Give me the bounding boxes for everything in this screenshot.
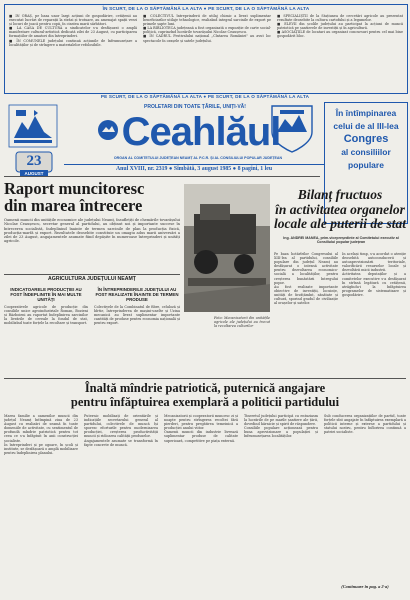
bilant-text-2: În același timp, s-a acordat o atenție deosebită autoconducerii și autoaprovizionării teritoriale, valorificării resurselor locale și dezvoltării micii industrii. Activitatea deputaților și a comitetelor executive s-a desfășurat în strînsă legătură cu cetățenii, atrăgîndu-i la înfăptuirea programelor de sistematizare și gospodărire.	[342, 252, 406, 297]
anniversary-badge	[14, 150, 54, 178]
raport-title-line-1: Raport muncitoresc	[4, 179, 145, 198]
bilant-title	[274, 188, 406, 232]
masthead-rule	[64, 164, 324, 165]
top-news-block	[4, 4, 408, 94]
section-divider	[4, 176, 320, 177]
masthead-emblem-left	[8, 104, 58, 148]
col-head-left: INDICATOARELE PRODUCȚIEI AU FOST ÎNDEPLINITE ÎN MAI MULTE UNITĂȚI	[10, 287, 82, 302]
bottom-col-3: Mecanizatorii și cooperatorii muncesc zi și noapte pentru strîngerea recoltei fără pierderi, pentru pregătirea temeinică a producției anului viitor. Oamenii muncii din industrie livrează suplimentar produse de calitate superioară, competitive pe piața externă.	[164, 414, 238, 443]
col-text-right: Colectivele de la Combinatul de fibre, celuloză și hîrtie, Întreprinderea de mașini-unelte și Uzina mecanică au livrat suplimentar importante cantități de produse pentru economia națională și pentru export.	[94, 305, 180, 326]
col-head-right: ÎN ÎNTREPRINDERILE JUDEȚULUI AU FOST REALIZATE ÎNAINTE DE TERMEN PRODUSE	[95, 287, 179, 302]
masthead-motto: PROLETARI DIN TOATE ȚĂRILE, UNIȚI-VĂ!	[144, 104, 246, 110]
bottom-col-2: Puternic mobilizați de orientările și indicațiile secretarului general al partidului, colectivele de muncă își sporesc eforturile pentru modernizarea producției, creșterea productivității muncii și ridicarea calității produselor. Angajamentele asumate se transformă în fapte concrete de muncă.	[84, 414, 158, 447]
bottom-title-line-1: Înaltă mîndrie patriotică, puternică angajare	[84, 381, 326, 395]
bottom-title	[4, 382, 406, 409]
congress-line-3: Congres	[343, 133, 389, 145]
bilant-text-1: Pe baza hotărîrilor Congresului al XIII-lea al partidului, consiliile populare din județul Neamț au desfășurat o intensă activitate pentru dezvoltarea economico-socială a localităților, pentru creșterea bunăstării întregului popor. Au fost realizate importante obiective de investiții, locuințe, unități de învățămînt, sănătate și cultură, sporind gradul de civilizație al orașelor și satelor.	[274, 252, 338, 306]
top-news-col-1: ■ IN ORAȘ, pe baza unor largi acțiuni de gospodărire, cetățenii au executat lucrări de reparații la străzi și trotuare, au amenajat spații verzi și locuri de joacă pentru copii, în cinstea marii sărbători. ■ LA CASA DE CULTURĂ a sindicatelor s-a desfășurat o amplă manifestare cultural-artistică dedicată zilei de 23 August, cu participarea formațiilor de amatori din întreprinderi. ■ ÎN COMUNELE județului continuă acțiunile de înfrumusețare a localităților și de strîngere a materialelor refolosibile.	[9, 14, 137, 47]
bilant-title-line-3: locale ale puterii de stat	[274, 216, 406, 231]
bilant-title-line-1: Bilanț fructuos	[297, 187, 383, 202]
raport-title	[4, 180, 182, 214]
bottom-col-4: Tineretul județului participă cu entuziasm la lucrările de pe marile șantiere ale țării, dovedind hărnicie și spirit de răspundere. Consiliile populare acționează pentru buna aprovizionare a populației și înfrumusețarea localităților.	[244, 414, 318, 439]
bottom-divider	[4, 378, 406, 379]
badge-day: 23	[26, 153, 42, 169]
top-news-col-3: ■ SPECIALIȘTII de la Stațiunea de cercetări agricole au prezentat rezultate deosebite la cultura cartofului și a legumelor. ■ ELEVII din școlile județului au participat la acțiuni de muncă patriotică pe șantierele de investiții și în agricultură. ■ ASOCIAȚIILE de locatari au organizat concursuri pentru cel mai bine gospodărit bloc.	[277, 14, 403, 39]
top-strip: ÎN SCURT, DE LA O SĂPTĂMÂNĂ LA ALTA ● PE SCURT, DE LA O SĂPTĂMÂNĂ LA ALTA	[102, 6, 310, 11]
mid-strip: PE SCURT, DE LA O SĂPTĂMÂNĂ LA ALTA ● PE SCURT, DE LA O SĂPTĂMÂNĂ LA ALTA	[100, 94, 310, 99]
bottom-title-line-2: pentru înfăptuirea exemplară a politicii partidului	[70, 394, 340, 409]
harvest-photo	[184, 184, 270, 312]
raport-intro: Oamenii muncii din unitățile economice ale județului Neamț, însuflețiți de chemările tovarășului Nicolae Ceaușescu, secretar general al partidului, au obținut noi și importante succese în întrecerea socialistă, îndeplinind înainte de termen sarcinile de plan la producția fizică, producția-marfă și export. Rezultatele deosebite constituie un omagiu adus marii aniversări a zilei de 23 August, angajamentele asumate fiind depășite în numeroase întreprinderi și unități agricole.	[4, 218, 180, 244]
col-text-left: Cooperativele agricole de producție din consiliile unice agroindustriale Roman, Bozieni și Războieni au raportat îndeplinirea sarcinilor la livrările de cereale la fondul de stat, mobilizînd toate forțele la recoltare și transport.	[4, 305, 88, 326]
issue-line: Anul XVIII, nr. 2319 ● Sîmbătă, 3 august 1985 ● 8 pagini, 1 leu	[115, 166, 273, 172]
bottom-continue: (Continuare în pag. a 2-a)	[341, 584, 389, 589]
bottom-col-1: Marea familie a oamenilor muncii din județul Neamț întîmpină ziua de 23 August cu realizări de seamă în toate domeniile de activitate, cu sentimentul de profundă mîndrie patriotică pentru tot ceea ce s-a înfăptuit în anii construcției socialiste. În întreprinderi și pe ogoare, în școli și institute, se desfășoară o amplă mobilizare pentru îndeplinirea planului.	[4, 414, 78, 455]
congress-line-5: populare	[348, 160, 384, 170]
top-news-col-2: ■ COLECTIVUL întreprinderii de utilaj chimic a livrat suplimentar beneficiarilor utilaje tehnologice, realizând integral sarcinile de export pe primele șapte luni. ■ LA BIBLIOTECA județeană a fost organizată o expoziție de carte social-politică, cuprinzînd lucrările tovarășului Nicolae Ceaușescu. ■ ÎN CADRUL Festivalului național „Cîntarea României" au avut loc spectacole în orașele și satele județului.	[143, 14, 271, 43]
masthead-emblem-right	[268, 102, 316, 154]
congress-line-2: celui de al III-lea	[333, 121, 399, 131]
masthead-title: Ceahlăul	[121, 110, 281, 154]
congress-line-4: al consiliilor	[341, 147, 391, 157]
raport-rule	[4, 274, 180, 275]
bottom-col-5: Sub conducerea organizațiilor de partid, toate forțele sînt angajate în înfăptuirea exemplară a politicii interne și externe a partidului și statului nostru, pentru înflorirea continuă a patriei socialiste.	[324, 414, 406, 435]
agricultura-title: AGRICULTURA JUDEȚULUI NEAMȚ	[48, 276, 136, 282]
raport-title-line-2: din marea întrecere	[4, 196, 143, 215]
bilant-author: Ing. ANDREI MANEA, prim-vicepreședinte al Comitetului executiv al Consiliului popular județean	[283, 236, 399, 245]
bilant-title-line-2: în activitatea organelor	[275, 201, 405, 217]
badge-month: AUGUST	[24, 170, 44, 176]
photo-caption: Foto: Mecanizatorii din unitățile agricole ale județului au trecut la recoltarea culturilor	[214, 316, 270, 329]
masthead-subtitle: ORGAN AL COMITETULUI JUDEȚEAN NEAMȚ AL P.C.R. ȘI AL CONSILIULUI POPULAR JUDEȚEAN	[113, 156, 283, 160]
congress-line-1: În întîmpinarea	[335, 108, 397, 118]
